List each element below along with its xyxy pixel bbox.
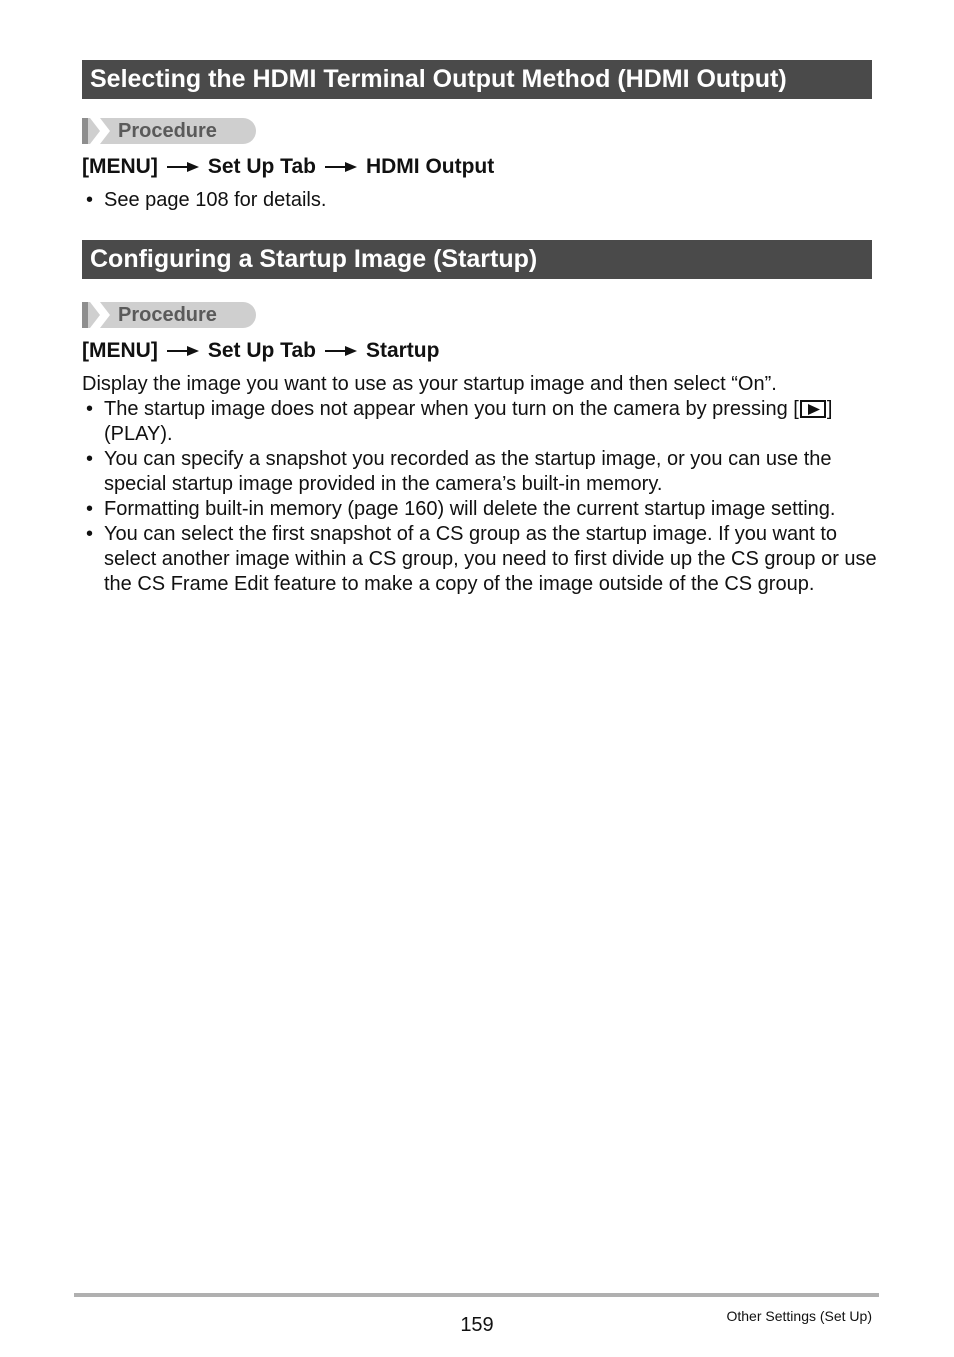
arrow-right-icon xyxy=(167,345,199,357)
menu-path xyxy=(82,338,439,364)
list-item: • See page 108 for details. xyxy=(86,189,327,211)
path-step: Set Up Tab xyxy=(207,155,316,178)
arrow-right-icon xyxy=(167,161,199,173)
bullet-list xyxy=(82,397,882,597)
intro-paragraph: Display the image you want to use as your startup image and then select “On”. xyxy=(82,373,777,395)
arrow-right-icon xyxy=(325,345,357,357)
list-item: • You can specify a snapshot you recorded as the startup image, or you can use the special startup image provided in the camera’s built-in memory. xyxy=(86,448,832,495)
path-step: HDMI Output xyxy=(365,155,495,178)
footer-divider xyxy=(74,1293,879,1297)
list-item: • Formatting built-in memory (page 160) will delete the current startup image setting. xyxy=(86,498,836,520)
path-step: Startup xyxy=(365,339,440,362)
path-step: [MENU] xyxy=(82,339,158,362)
list-item: • You can select the first snapshot of a CS group as the startup image. If you want to select another image within a CS group, you need to first divide up the CS group or use the CS Frame Edit feature to make a copy of the image outside of the CS group. xyxy=(86,523,877,595)
play-icon xyxy=(800,400,826,418)
bullet-list xyxy=(82,188,882,213)
path-step: Set Up Tab xyxy=(207,339,316,362)
page-number: 159 xyxy=(460,1314,494,1336)
chevron-icon xyxy=(90,302,114,328)
section-title-hdmi-output: Selecting the HDMI Terminal Output Method (HDMI Output) xyxy=(82,60,872,99)
chevron-icon xyxy=(90,118,114,144)
path-step: [MENU] xyxy=(82,155,158,178)
procedure-label: Procedure xyxy=(118,120,217,142)
footer-section-title: Other Settings (Set Up) xyxy=(726,1308,872,1324)
procedure-badge xyxy=(82,302,256,328)
procedure-label: Procedure xyxy=(118,304,217,326)
section-title-startup: Configuring a Startup Image (Startup) xyxy=(82,240,872,279)
arrow-right-icon xyxy=(325,161,357,173)
menu-path xyxy=(82,154,494,180)
procedure-badge xyxy=(82,118,256,144)
list-item: • The startup image does not appear when you turn on the camera by pressing [ ] (PLAY). xyxy=(86,398,833,445)
